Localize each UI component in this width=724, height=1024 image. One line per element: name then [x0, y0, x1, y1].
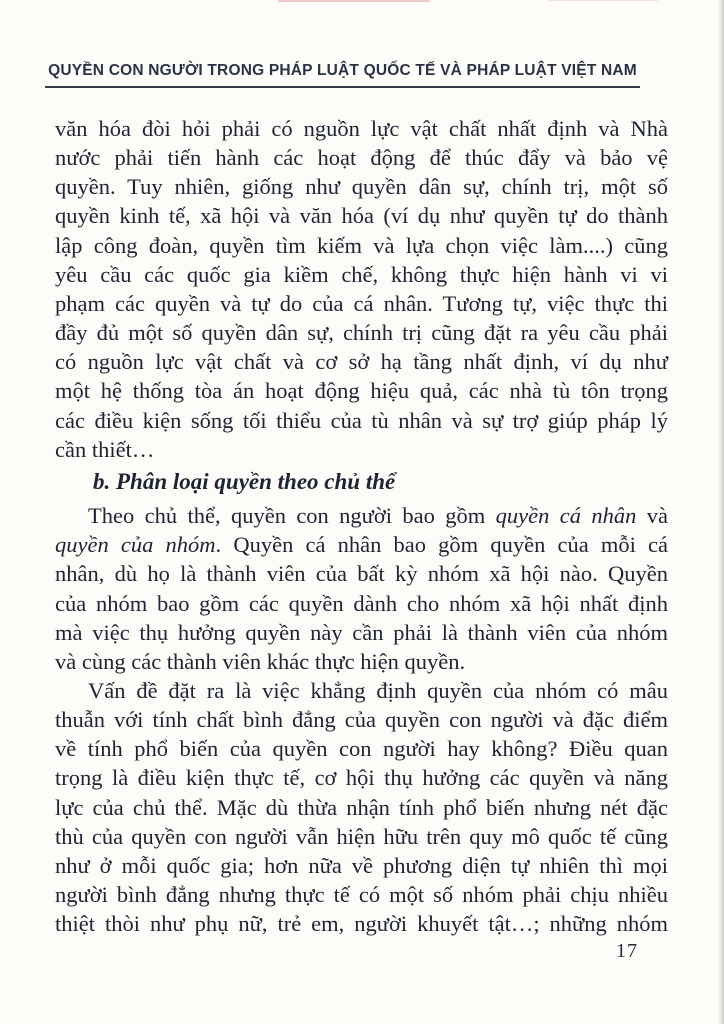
running-title: QUYỀN CON NGƯỜI TRONG PHÁP LUẬT QUỐC TẾ VÀ PHÁP LUẬT VIỆT NAM: [48, 62, 637, 79]
text-run: và: [636, 503, 668, 529]
text-run: mà việc thụ hưởng quyền này cần phải là thành viên của nhóm: [55, 619, 668, 645]
text-line: [55, 822, 668, 851]
text-run: Vấn đề đặt ra là việc khẳng định quyền của nhóm có mâu: [88, 677, 668, 703]
text-run: thiệt thòi như phụ nữ, trẻ em, người khuyết tật…; những nhóm: [55, 911, 668, 937]
text-run: như ở mỗi quốc gia; hơn nữa về phương diện tự nhiên thì mọi: [55, 852, 668, 878]
text-line: [55, 763, 668, 792]
text-line: [55, 289, 668, 318]
text-run: cần thiết…: [55, 436, 155, 462]
text-line: [55, 172, 668, 201]
text-run: phạm các quyền và tự do của cá nhân. Tương tự, việc thực thi: [55, 290, 668, 316]
scan-artifact-top: [278, 0, 430, 2]
scan-artifact-top-right: [548, 0, 658, 1]
text-run: các điều kiện sống tối thiểu của tù nhân và sự trợ giúp pháp lý: [55, 407, 668, 433]
text-line: [55, 201, 668, 230]
italic-text-run: quyền của nhóm: [55, 532, 216, 558]
text-line: [55, 676, 668, 705]
text-line: [55, 793, 668, 822]
text-run: một hệ thống tòa án hoạt động hiệu quả, các nhà tù tôn trọng: [55, 378, 668, 404]
italic-text-run: quyền cá nhân: [495, 503, 637, 529]
text-line: [55, 501, 668, 530]
text-run: . Quyền cá nhân bao gồm quyền của mỗi cá: [215, 532, 668, 558]
text-line: [55, 618, 668, 647]
text-run: thuẫn với tính chất bình đẳng của quyền con người và đặc điểm: [55, 707, 668, 733]
text-run: của nhóm bao gồm các quyền dành cho nhóm xã hội nhất định: [55, 590, 668, 616]
text-line: [55, 909, 668, 938]
text-line: [55, 347, 668, 376]
text-run: trọng là điều kiện thực tế, cơ hội thụ hưởng các quyền và năng: [55, 765, 668, 791]
text-run: lực của chủ thể. Mặc dù thừa nhận tính phổ biến nhưng nét đặc: [55, 794, 668, 820]
text-line: [55, 114, 668, 143]
text-line: [55, 530, 668, 559]
text-line: [55, 559, 668, 588]
text-run: về tính phổ biến của quyền con người hay không? Điều quan: [55, 736, 668, 762]
text-line: [55, 589, 668, 618]
running-header: [45, 59, 640, 88]
text-run: quyền. Tuy nhiên, giống như quyền dân sự, chính trị, một số: [55, 174, 668, 200]
text-run: thù của quyền con người vẫn hiện hữu trên quy mô quốc tế cũng: [55, 823, 668, 849]
text-line: [55, 318, 668, 347]
section-heading: b. Phân loại quyền theo chủ thể: [93, 468, 396, 494]
text-line: [55, 435, 668, 464]
text-line: [55, 851, 668, 880]
text-run: văn hóa đòi hỏi phải có nguồn lực vật chất nhất định và Nhà: [55, 116, 668, 141]
text-line: [55, 143, 668, 172]
text-run: nhân, dù họ là thành viên của bất kỳ nhóm xã hội nào. Quyền: [55, 561, 668, 587]
text-run: yêu cầu các quốc gia kiềm chế, không thực hiện hành vi vi: [55, 261, 668, 287]
text-line: [55, 260, 668, 289]
scan-artifact-right-edge: [718, 0, 724, 1024]
text-line: [55, 705, 668, 734]
text-run: có nguồn lực vật chất và cơ sở hạ tầng nhất định, ví dụ như: [55, 349, 668, 375]
text-run: và cùng các thành viên khác thực hiện quyền.: [55, 648, 466, 674]
text-block: [55, 114, 668, 938]
page-number: 17: [616, 940, 638, 962]
text-run: Theo chủ thể, quyền con người bao gồm: [88, 503, 496, 529]
text-line: [55, 231, 668, 260]
text-line: [55, 880, 668, 909]
text-run: nước phải tiến hành các hoạt động để thúc đẩy và bảo vệ: [55, 145, 668, 171]
text-line: [55, 376, 668, 405]
text-run: người bình đẳng nhưng thực tế có một số nhóm phải chịu nhiều: [55, 882, 668, 908]
text-line: [55, 647, 668, 676]
text-line: [55, 734, 668, 763]
text-run: quyền kinh tế, xã hội và văn hóa (ví dụ như quyền tự do thành: [55, 203, 668, 229]
text-line: [55, 406, 668, 435]
text-run: đầy đủ một số quyền dân sự, chính trị cũng đặt ra yêu cầu phải: [55, 320, 668, 346]
text-run: lập công đoàn, quyền tìm kiếm và lựa chọn việc làm....) cũng: [55, 232, 668, 258]
